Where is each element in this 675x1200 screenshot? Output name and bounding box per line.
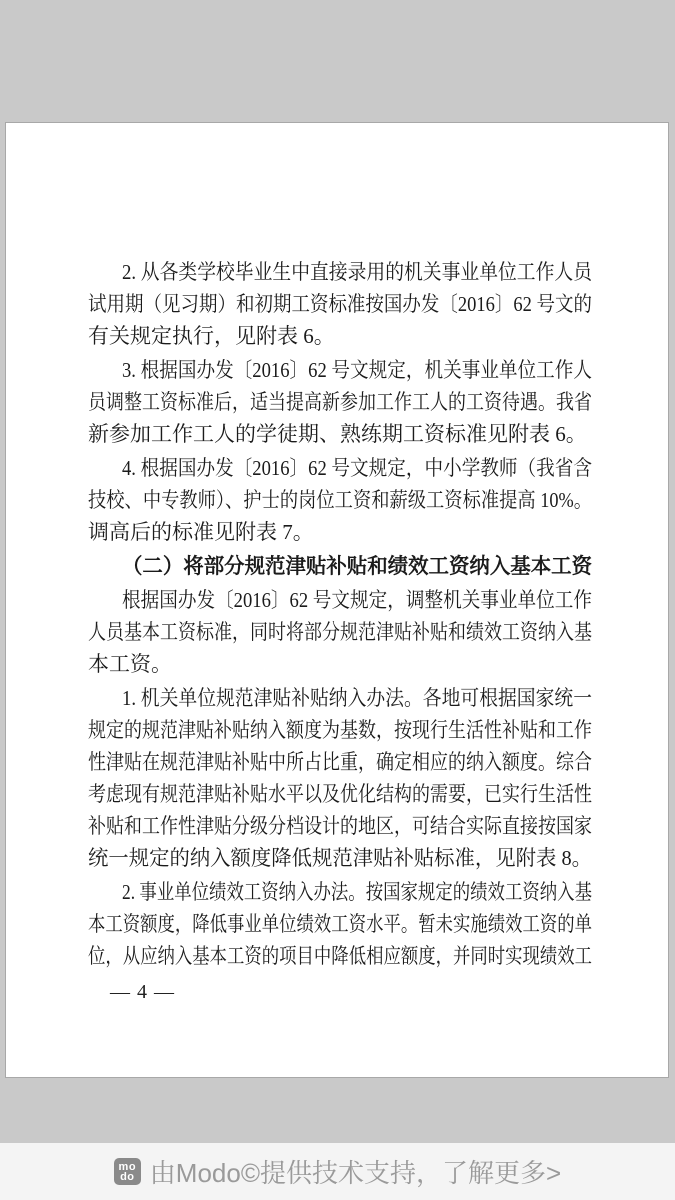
section-heading [88, 550, 592, 582]
paragraph [88, 682, 592, 874]
paragraph [88, 876, 592, 972]
page-number: — 4 — [110, 981, 175, 1003]
footer-link-label: 由Modo©提供技术支持，了解更多> [149, 1158, 562, 1188]
text-line: 调高后的标准见附表 7。 [88, 520, 314, 544]
text-line: 本工资。 [88, 652, 172, 676]
text-line: 人员基本工资标准，同时将部分规范津贴补贴和绩效工资纳入基 [88, 620, 592, 644]
text-line: 补贴和工作性津贴分级分档设计的地区，可结合实际直接按国家 [88, 814, 592, 838]
text-line: 1. 机关单位规范津贴补贴纳入办法。各地可根据国家统一 [122, 686, 592, 710]
text-line: 根据国办发〔2016〕62 号文规定，调整机关事业单位工作 [122, 588, 592, 612]
heading-line: （二）将部分规范津贴补贴和绩效工资纳入基本工资 [122, 554, 592, 578]
text-line: 位，从应纳入基本工资的项目中降低相应额度，并同时实现绩效工 [88, 944, 592, 968]
text-line: 4. 根据国办发〔2016〕62 号文规定，中小学教师（我省含 [122, 456, 592, 480]
paragraph [88, 354, 592, 450]
footer-bar [0, 1143, 675, 1200]
modo-logo-text-top: mo [118, 1160, 137, 1173]
text-line: 试用期（见习期）和初期工资标准按国办发〔2016〕62 号文的 [88, 292, 592, 316]
text-line: 统一规定的纳入额度降低规范津贴补贴标准，见附表 8。 [88, 846, 592, 870]
text-line: 性津贴在规范津贴补贴中所占比重，确定相应的纳入额度。综合 [88, 750, 592, 774]
text-line: 员调整工资标准后，适当提高新参加工作工人的工资待遇。我省 [88, 390, 592, 414]
paragraph [88, 452, 592, 548]
text-line: 本工资额度，降低事业单位绩效工资水平。暂未实施绩效工资的单 [88, 912, 592, 936]
text-line: 3. 根据国办发〔2016〕62 号文规定，机关事业单位工作人 [122, 358, 592, 382]
modo-support-link[interactable] [114, 1153, 561, 1190]
modo-logo-icon [114, 1158, 141, 1185]
text-line: 新参加工作工人的学徒期、熟练期工资标准见附表 6。 [88, 422, 587, 446]
text-line: 2. 事业单位绩效工资纳入办法。按国家规定的绩效工资纳入基 [122, 880, 592, 904]
text-line: 有关规定执行，见附表 6。 [88, 324, 335, 348]
text-line: 考虑现有规范津贴补贴水平以及优化结构的需要，已实行生活性 [88, 782, 592, 806]
text-line: 2. 从各类学校毕业生中直接录用的机关事业单位工作人员 [122, 260, 592, 284]
modo-logo-text-bottom: do [120, 1170, 135, 1183]
document-text [88, 256, 592, 972]
text-line: 规定的规范津贴补贴纳入额度为基数，按现行生活性补贴和工作 [88, 718, 592, 742]
text-line: 技校、中专教师）、护士的岗位工资和薪级工资标准提高 10%。 [88, 488, 592, 512]
paragraph [88, 584, 592, 680]
paragraph [88, 256, 592, 352]
document-page [5, 122, 669, 1078]
